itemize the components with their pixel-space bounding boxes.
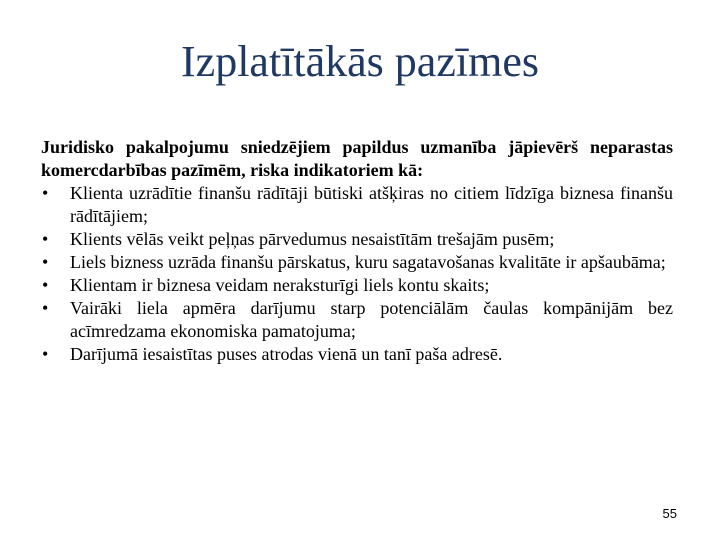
bullet-dot-icon: • [42,183,49,203]
list-item [41,297,673,343]
bullet-list [41,182,673,366]
bullet-dot-icon: • [42,252,49,272]
list-item-text: Vairāki liela apmēra darījumu starp potenciālām čaulas kompānijām bez acīmredzama ekonomiska pamatojuma; [70,298,673,341]
list-item [41,228,673,251]
list-item [41,343,673,366]
list-item-text: Klients vēlās veikt peļņas pārvedumus nesaistītām trešajām pusēm; [70,229,555,249]
bullet-dot-icon: • [42,298,49,318]
list-item-text: Klienta uzrādītie finanšu rādītāji būtiski atšķiras no citiem līdzīga biznesa finanšu rādītājiem; [70,183,673,226]
list-item-text: Liels bizness uzrāda finanšu pārskatus, kuru sagatavošanas kvalitāte ir apšaubāma; [70,252,666,272]
intro-paragraph: Juridisko pakalpojumu sniedzējiem papildus uzmanība jāpievērš neparastas komercdarbības pazīmēm, riska indikatoriem kā: [41,137,673,180]
list-item [41,182,673,228]
bullet-dot-icon: • [42,275,49,295]
list-item-text: Darījumā iesaistītas puses atrodas vienā un tanī paša adresē. [70,344,503,364]
bullet-dot-icon: • [42,229,49,249]
page-number: 55 [662,506,677,521]
slide-title: Izplatītākās pazīmes [181,37,539,86]
list-item-text: Klientam ir biznesa veidam neraksturīgi liels kontu skaits; [70,275,490,295]
bullet-dot-icon: • [42,344,49,364]
list-item [41,251,673,274]
list-item [41,274,673,297]
slide-body [41,136,673,366]
